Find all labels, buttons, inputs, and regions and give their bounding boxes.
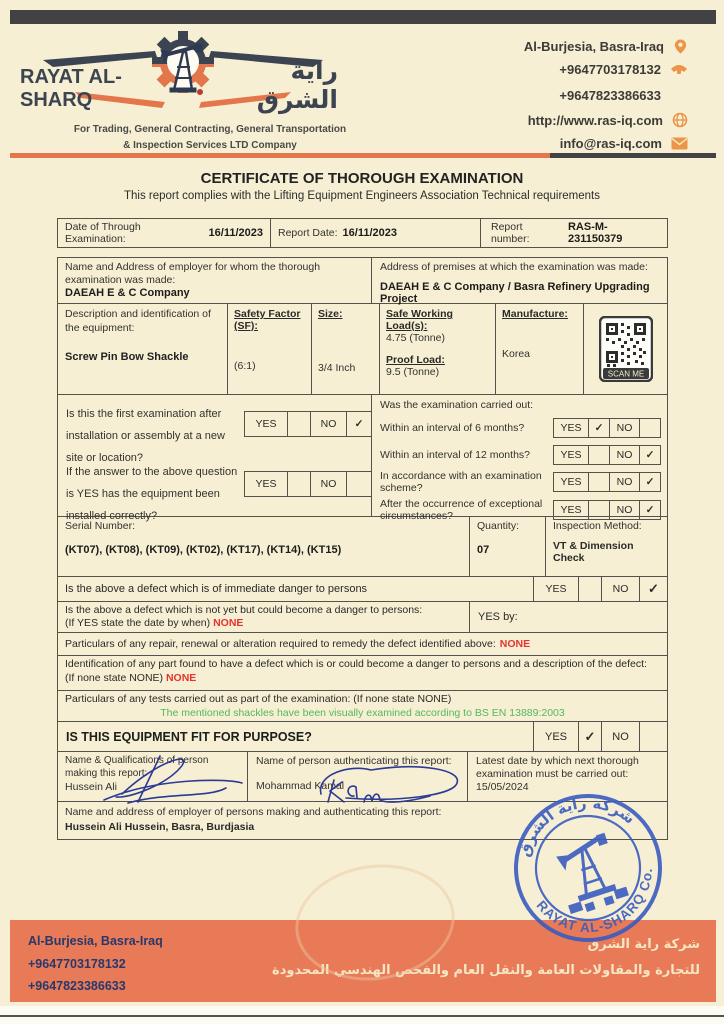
tests-label: Particulars of any tests carried out as part of the examination: (If none state NONE)	[65, 693, 452, 705]
co3-no-label: NO	[609, 501, 639, 519]
premises-label: Address of premises at which the examination was made:	[380, 261, 648, 273]
company-name: RAYAT AL-SHARQ	[20, 66, 122, 111]
proof-load-label: Proof Load:	[386, 354, 445, 366]
first-exam-q2-checkbox	[244, 471, 372, 497]
size-label: Size:	[318, 308, 343, 320]
quantity-value: 07	[477, 544, 490, 556]
co0-yes-label: YES	[560, 422, 582, 434]
defect-future-none: NONE	[213, 617, 244, 630]
tagline-line2: & Inspection Services LTD Company	[123, 140, 297, 151]
location-pin-icon	[673, 38, 688, 55]
carried-out-cell	[372, 395, 667, 523]
contact-address-text: Al-Burjesia, Basra-Iraq	[523, 39, 664, 54]
defect-future-hint: (If YES state the date by when)	[65, 617, 211, 630]
employer-row	[58, 258, 667, 304]
inspection-method-label: Inspection Method:	[553, 520, 642, 532]
exam-date-label: Date of Through Examination:	[65, 221, 141, 245]
equipment-desc-label: Description and identification of the equipment:	[65, 308, 211, 334]
employer-value: DAEAH E & C Company	[65, 287, 190, 300]
defect-future-row	[58, 602, 667, 633]
co0-no-mark	[639, 419, 660, 437]
defect-immediate-row	[58, 577, 667, 602]
contact-phone2	[408, 88, 688, 103]
tests-note: The mentioned shackles have been visually examined according to BS EN 13889:2003	[160, 706, 565, 719]
footer-address: Al-Burjesia, Basra-Iraq	[28, 934, 163, 948]
report-employer-label: Name and address of employer of persons making and authenticating this report:	[65, 806, 442, 818]
defect-future-text	[58, 602, 470, 632]
stamp-arabic-text: شركة راية الشرق	[515, 793, 639, 859]
repair-none: NONE	[499, 638, 531, 650]
co1-yes-label: YES	[560, 449, 582, 461]
report-date-value: 16/11/2023	[342, 227, 397, 239]
defect1-yes-mark	[579, 577, 602, 601]
carried-out-label-1: Within an interval of 12 months?	[380, 448, 530, 461]
defect-immediate-text: Is the above a defect which is of immediate danger to persons	[58, 577, 534, 601]
next-exam-label: Latest date by which next thorough examination must be carried out:	[476, 755, 639, 781]
manufacture-value: Korea	[502, 348, 531, 360]
manufacture-label: Manufacture:	[502, 308, 568, 320]
safety-factor-cell	[228, 304, 312, 394]
main-table	[57, 257, 668, 840]
authenticator-name: Mohammad Kamal	[256, 780, 345, 792]
scan-edge-line	[0, 1015, 724, 1017]
contact-phone1-text: +9647703178132	[559, 62, 661, 77]
co2-no-label: NO	[609, 473, 639, 491]
report-date-cell	[271, 219, 481, 247]
contact-website	[408, 112, 688, 128]
co1-no-label: NO	[609, 446, 639, 464]
carried-out-label-3: After the occurrence of exceptional circumstances?	[380, 498, 543, 523]
co0-yes-mark: ✓	[588, 419, 609, 437]
maker-name: Hussein Ali	[65, 781, 117, 793]
qr-scan-label: SCAN ME	[607, 369, 644, 379]
q1-yes-label: YES	[255, 418, 277, 430]
footer-arabic-line1: شركة راية الشرق	[587, 937, 700, 952]
inspection-method-cell	[546, 517, 667, 576]
defect-future-line2	[65, 617, 462, 630]
swl-cell	[380, 304, 496, 394]
fit-for-purpose-text: IS THIS EQUIPMENT FIT FOR PURPOSE?	[58, 722, 534, 751]
examination-questions-row	[58, 395, 667, 523]
maker-signature	[100, 748, 250, 806]
carried-out-label-0: Within an interval of 6 months?	[380, 421, 525, 434]
identification-line1: Identification of any part found to have a defect which is or could become a danger to persons and a description of the defect:	[65, 658, 647, 670]
swl-label: Safe Working Load(s):	[386, 308, 453, 332]
maker-label: Name & Qualifications of person making this report:	[65, 755, 209, 779]
quantity-cell	[470, 517, 546, 576]
first-exam-question2: If the answer to the above question is YES has the equipment been installed correctly?	[66, 466, 238, 522]
q2-no-label: NO	[310, 472, 346, 496]
fit-yes-mark: ✓	[579, 722, 602, 751]
co0-no-label: NO	[609, 419, 639, 437]
footer-contact-block	[28, 930, 163, 998]
carried-out-item	[380, 445, 661, 465]
co2-yes-label: YES	[560, 476, 582, 489]
tests-row	[58, 691, 667, 722]
co3-yes-label: YES	[560, 504, 582, 517]
report-number-value: RAS-M-231150379	[567, 221, 623, 245]
footer-phone2: +9647823386633	[28, 979, 126, 993]
carried-out-checkbox-0	[553, 418, 661, 438]
phone-icon	[670, 63, 688, 77]
authenticator-signature	[276, 756, 466, 808]
qr-cell	[584, 304, 667, 394]
q1-yes-mark	[287, 412, 310, 436]
contact-phone2-text: +9647823386633	[559, 88, 661, 103]
q1-no-label: NO	[310, 412, 346, 436]
stamp-company-text: RAYAT AL-SHARQ Co.	[533, 867, 656, 936]
next-exam-date: 15/05/2024	[476, 781, 529, 794]
co1-yes-mark	[588, 446, 609, 464]
footer-phone1: +9647703178132	[28, 956, 126, 971]
fit-yes-label: YES	[534, 722, 579, 751]
identification-hint: (If none state NONE)	[65, 671, 164, 684]
header-divider-dark	[550, 153, 716, 158]
company-stamp	[510, 790, 666, 946]
equipment-desc-value: Screw Pin Bow Shackle	[65, 351, 189, 364]
repair-label: Particulars of any repair, renewal or alteration required to remedy the defect identified above:	[65, 638, 496, 650]
carried-out-checkbox-1	[553, 445, 661, 465]
defect1-no-mark: ✓	[648, 581, 659, 596]
page-subtitle: This report complies with the Lifting Equipment Engineers Association Technical requirements	[123, 190, 600, 202]
contact-email	[408, 136, 688, 151]
premises-value: DAEAH E & C Company / Basra Refinery Upgrading Project	[380, 281, 650, 305]
q2-no-mark	[346, 472, 371, 496]
inspection-method-value: VT & Dimension Check	[553, 540, 634, 564]
serial-value: (KT07), (KT08), (KT09), (KT02), (KT17), (KT14), (KT15)	[65, 544, 342, 556]
footer-arabic-line2: للتجارة والمقاولات العامة والنقل العام والفحص الهندسي المحدودة	[272, 963, 700, 978]
employer-label: Name and Address of employer for whom the thorough examination was made:	[65, 261, 321, 287]
contact-address	[408, 38, 688, 55]
report-number-cell	[481, 219, 667, 247]
manufacture-cell	[496, 304, 584, 394]
carried-out-checkbox-2	[553, 472, 661, 492]
co2-yes-mark	[588, 473, 609, 491]
first-exam-cell	[58, 395, 372, 522]
yes-by-cell: YES by:	[478, 611, 518, 623]
header-divider-accent	[10, 153, 550, 158]
defect-future-line1: Is the above a defect which is not yet but could become a danger to persons:	[65, 604, 423, 616]
fit-no-label: NO	[602, 722, 640, 751]
size-cell	[312, 304, 380, 394]
company-tagline	[30, 122, 390, 154]
q2-yes-mark	[287, 472, 310, 496]
co1-no-mark: ✓	[639, 446, 660, 464]
exam-date-value: 16/11/2023	[208, 227, 263, 239]
equipment-row	[58, 304, 667, 395]
repair-row	[58, 633, 667, 656]
carried-out-item	[380, 470, 661, 494]
defect1-no-label: NO	[602, 577, 640, 601]
defect1-yes-label: YES	[534, 577, 579, 601]
authenticator-label: Name of person authenticating this report:	[256, 755, 452, 767]
exam-date-cell	[58, 219, 271, 247]
contact-website-text: http://www.ras-iq.com	[527, 112, 663, 128]
report-number-label: Report number:	[491, 221, 530, 245]
equipment-desc-cell	[58, 304, 228, 394]
carried-out-item	[380, 418, 661, 438]
report-date-label: Report Date:	[278, 227, 338, 239]
contact-email-text: info@ras-iq.com	[559, 136, 662, 151]
report-authenticator-cell	[248, 752, 468, 801]
contact-phone1	[408, 62, 688, 77]
proof-load-value: 9.5 (Tonne)	[386, 366, 440, 378]
size-value: 3/4 Inch	[318, 362, 356, 374]
carried-out-label-2: In accordance with an examination scheme?	[380, 470, 542, 495]
safety-factor-label: Safety Factor (SF):	[234, 308, 301, 332]
premises-cell	[372, 258, 667, 303]
first-exam-q1-checkbox	[244, 411, 372, 437]
report-employer-value: Hussein Ali Hussein, Basra, Burdjasia	[65, 820, 255, 833]
company-name-arabic: راية الشرق	[256, 56, 338, 114]
report-maker-cell	[58, 752, 248, 801]
swl-value: 4.75 (Tonne)	[386, 332, 445, 344]
co3-no-mark: ✓	[639, 501, 660, 519]
q1-no-mark: ✓	[346, 412, 371, 436]
carried-out-heading: Was the examination carried out:	[380, 399, 534, 411]
qr-code	[599, 316, 653, 382]
first-exam-question1: Is this the first examination after installation or assembly at a new site or location?	[66, 408, 225, 464]
q2-yes-label: YES	[255, 478, 277, 490]
employer-cell	[58, 258, 372, 303]
identification-line2	[65, 672, 660, 686]
co2-no-mark: ✓	[639, 473, 660, 491]
identification-none: NONE	[165, 671, 197, 684]
globe-icon	[672, 112, 688, 128]
quantity-label: Quantity:	[477, 520, 520, 532]
page-title: CERTIFICATE OF THOROUGH EXAMINATION	[200, 170, 524, 187]
safety-factor-value: (6:1)	[234, 360, 256, 372]
tagline-line1: For Trading, General Contracting, General Transportation	[73, 124, 347, 135]
fit-no-mark	[640, 722, 667, 751]
email-icon	[671, 137, 688, 150]
identification-row	[58, 656, 667, 691]
meta-table	[57, 218, 668, 248]
serial-label: Serial Number:	[65, 520, 136, 532]
